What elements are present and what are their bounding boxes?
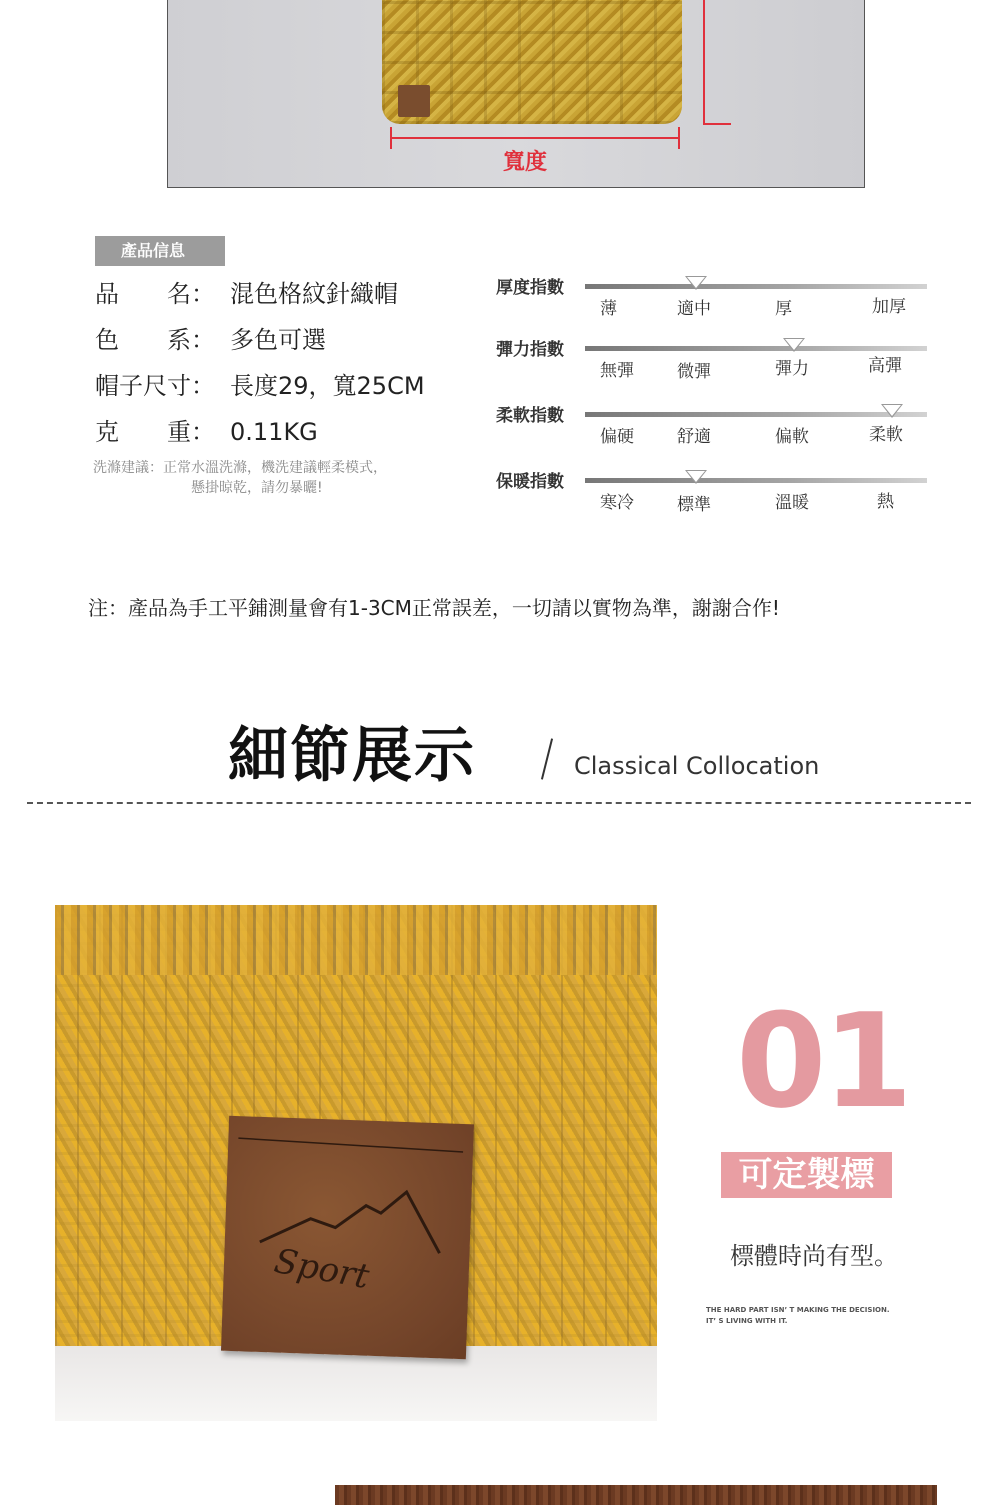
elasticity-option: 無彈 — [600, 361, 634, 381]
softness-option: 偏硬 — [600, 427, 634, 447]
width-measure-line — [390, 137, 680, 139]
knit-rib — [55, 905, 657, 975]
hat-label-patch — [398, 85, 430, 117]
warmth-option: 寒冷 — [600, 493, 634, 513]
length-measure-line — [703, 0, 705, 125]
thickness-option: 厚 — [775, 299, 792, 319]
info-value: 長度29，寬25CM — [230, 372, 425, 400]
thickness-option: 適中 — [677, 299, 711, 319]
measurement-note: 注：產品為手工平鋪測量會有1-3CM正常誤差，一切請以實物為準，謝謝合作! — [88, 596, 780, 620]
title-slash-divider — [541, 738, 553, 779]
warmth-index-title: 保暖指數 — [496, 472, 564, 492]
warmth-option: 溫暖 — [775, 493, 809, 513]
fine-print — [706, 1305, 890, 1327]
softness-index-bar — [585, 412, 927, 417]
info-row-size — [95, 366, 425, 401]
info-label: 帽子尺寸： — [95, 372, 215, 400]
custom-label-tag: 可定製標 — [721, 1152, 892, 1198]
dashed-divider — [27, 802, 971, 804]
section-subtitle: Classical Collocation — [574, 752, 820, 780]
thickness-index-bar — [585, 284, 927, 289]
info-value: 0.11KG — [230, 418, 318, 446]
leather-label-patch — [221, 1116, 474, 1359]
width-label: 寬度 — [503, 150, 548, 175]
wash-advice — [93, 458, 387, 498]
section-title: 細節展示 — [228, 721, 476, 791]
mountain-icon — [221, 1116, 474, 1359]
elasticity-option: 微彈 — [677, 362, 711, 382]
warmth-selected-marker — [685, 470, 707, 484]
thickness-option: 薄 — [600, 299, 617, 319]
elasticity-option: 高彈 — [868, 356, 902, 376]
warmth-index-bar — [585, 478, 927, 483]
elasticity-index-title: 彈力指數 — [496, 340, 564, 360]
wash-advice-line2: 懸掛晾乾，請勿暴曬! — [191, 480, 323, 496]
next-product-photo — [335, 1485, 937, 1505]
info-row-name — [95, 274, 398, 309]
fine-print-line2: IT’ S LIVING WITH IT. — [706, 1317, 788, 1325]
warmth-option: 標準 — [677, 495, 711, 515]
info-value: 多色可選 — [230, 326, 326, 354]
softness-option: 柔軟 — [869, 425, 903, 445]
info-label: 品 名： — [95, 280, 215, 308]
hat-measurement-photo — [167, 0, 865, 188]
elasticity-option: 彈力 — [775, 359, 809, 379]
photo-background — [55, 1346, 657, 1421]
info-row-weight — [95, 412, 318, 447]
fine-print-line1: THE HARD PART ISN’ T MAKING THE DECISION. — [706, 1306, 890, 1314]
info-label: 色 系： — [95, 326, 215, 354]
detail-description: 標體時尚有型。 — [730, 1242, 898, 1270]
label-detail-photo — [55, 905, 657, 1421]
detail-number: 01 — [736, 985, 909, 1137]
thickness-index-title: 厚度指數 — [496, 278, 564, 298]
info-value: 混色格紋針織帽 — [230, 280, 398, 308]
wash-advice-line1: 洗滌建議：正常水溫洗滌，機洗建議輕柔模式， — [93, 460, 387, 476]
info-label: 克 重： — [95, 418, 215, 446]
softness-index-title: 柔軟指數 — [496, 406, 564, 426]
thickness-selected-marker — [685, 276, 707, 290]
info-row-color — [95, 320, 326, 355]
elasticity-selected-marker — [783, 338, 805, 352]
product-info-header: 產品信息 — [95, 236, 225, 266]
softness-option: 偏軟 — [775, 427, 809, 447]
thickness-option: 加厚 — [872, 297, 906, 317]
softness-selected-marker — [881, 404, 903, 418]
softness-option: 舒適 — [677, 427, 711, 447]
warmth-option: 熱 — [877, 492, 894, 512]
leather-label-text: Sport — [271, 1241, 373, 1298]
